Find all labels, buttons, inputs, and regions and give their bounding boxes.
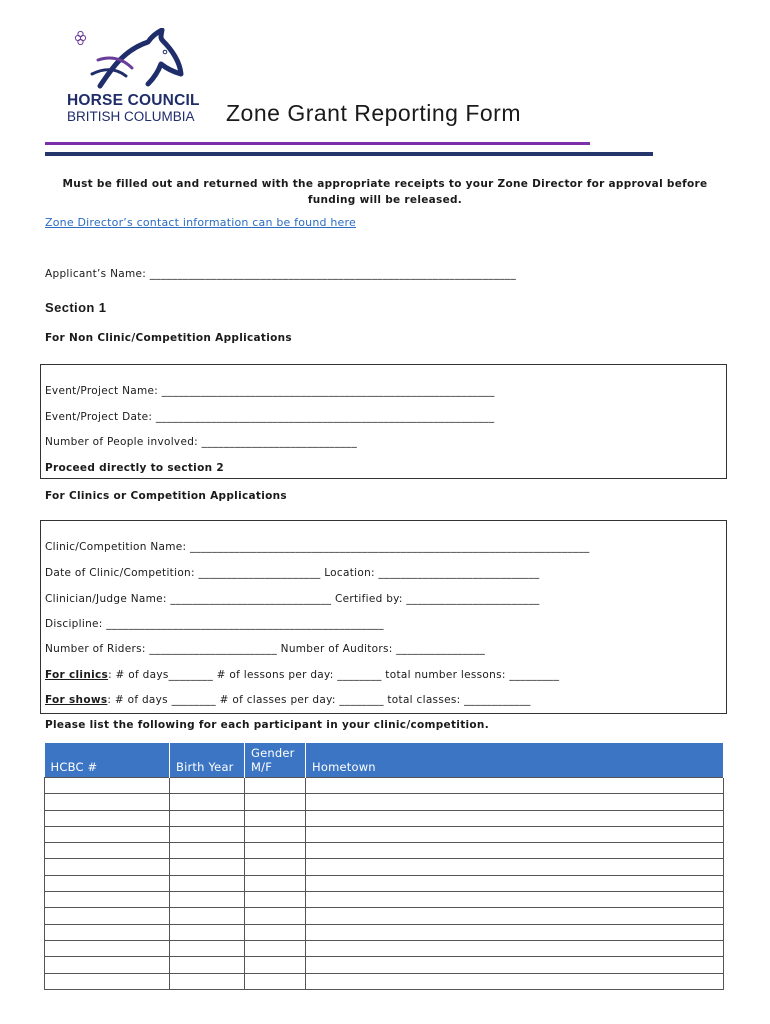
table-cell[interactable] bbox=[45, 892, 170, 908]
table-cell[interactable] bbox=[170, 794, 245, 810]
table-cell[interactable] bbox=[245, 826, 306, 842]
table-cell[interactable] bbox=[306, 875, 724, 891]
shows-details-field[interactable] bbox=[45, 694, 531, 706]
table-cell[interactable] bbox=[45, 875, 170, 891]
table-row bbox=[45, 794, 724, 810]
table-cell[interactable] bbox=[45, 810, 170, 826]
table-cell[interactable] bbox=[245, 924, 306, 940]
table-cell[interactable] bbox=[170, 810, 245, 826]
table-cell[interactable] bbox=[45, 859, 170, 875]
purple-divider bbox=[45, 142, 590, 145]
proceed-note: Proceed directly to section 2 bbox=[45, 462, 224, 474]
form-title: Zone Grant Reporting Form bbox=[226, 100, 522, 126]
table-row bbox=[45, 859, 724, 875]
logo-line1: HORSE COUNCIL bbox=[67, 92, 200, 109]
table-cell[interactable] bbox=[45, 908, 170, 924]
table-cell[interactable] bbox=[245, 859, 306, 875]
table-row bbox=[45, 843, 724, 859]
table-cell[interactable] bbox=[45, 957, 170, 973]
table-cell[interactable] bbox=[245, 843, 306, 859]
riders-auditors-field[interactable]: Number of Riders: _______________________ Number of Auditors: ________________ bbox=[45, 643, 486, 655]
table-cell[interactable] bbox=[170, 892, 245, 908]
participant-table bbox=[44, 743, 724, 990]
table-cell[interactable] bbox=[245, 908, 306, 924]
table-cell[interactable] bbox=[245, 973, 306, 989]
table-cell[interactable] bbox=[45, 940, 170, 956]
intro-text: Must be filled out and returned with the appropriate receipts to your Zone Director for approval before funding will be released. bbox=[62, 178, 708, 206]
table-cell[interactable] bbox=[170, 778, 245, 794]
header-hcbc: HCBC # bbox=[45, 743, 170, 778]
table-cell[interactable] bbox=[306, 908, 724, 924]
header-hometown: Hometown bbox=[306, 743, 724, 778]
table-cell[interactable] bbox=[245, 892, 306, 908]
table-cell[interactable] bbox=[45, 826, 170, 842]
logo-line2: BRITISH COLUMBIA bbox=[67, 109, 195, 124]
table-cell[interactable] bbox=[170, 957, 245, 973]
navy-divider bbox=[45, 152, 653, 156]
table-cell[interactable] bbox=[306, 957, 724, 973]
header-gender: Gender M/F bbox=[245, 743, 306, 778]
section-title: Section 1 bbox=[45, 300, 107, 315]
table-cell[interactable] bbox=[245, 810, 306, 826]
table-cell[interactable] bbox=[306, 973, 724, 989]
table-cell[interactable] bbox=[306, 778, 724, 794]
non-clinic-heading: For Non Clinic/Competition Applications bbox=[45, 332, 292, 344]
table-cell[interactable] bbox=[45, 778, 170, 794]
table-cell[interactable] bbox=[170, 859, 245, 875]
clinics-rest: : # of days________ # of lessons per day: ________ total number lessons: _________ bbox=[108, 669, 560, 681]
table-cell[interactable] bbox=[170, 908, 245, 924]
table-row bbox=[45, 875, 724, 891]
table-cell[interactable] bbox=[245, 875, 306, 891]
table-row bbox=[45, 940, 724, 956]
clinics-details-field[interactable] bbox=[45, 669, 559, 681]
discipline-field[interactable]: Discipline: __________________________________________________ bbox=[45, 618, 384, 630]
table-row bbox=[45, 778, 724, 794]
table-cell[interactable] bbox=[306, 859, 724, 875]
table-cell[interactable] bbox=[45, 924, 170, 940]
table-cell[interactable] bbox=[306, 892, 724, 908]
table-row bbox=[45, 924, 724, 940]
table-row bbox=[45, 810, 724, 826]
table-cell[interactable] bbox=[170, 826, 245, 842]
table-row bbox=[45, 892, 724, 908]
header-birth-year: Birth Year bbox=[170, 743, 245, 778]
event-date-field[interactable]: Event/Project Date: _____________________________________________________________ bbox=[45, 411, 495, 423]
applicant-name-field[interactable]: Applicant’s Name: __________________________________________________________________ bbox=[45, 268, 517, 280]
contact-link[interactable]: Zone Director’s contact information can be found here bbox=[45, 216, 356, 229]
table-cell[interactable] bbox=[170, 843, 245, 859]
table-cell[interactable] bbox=[306, 810, 724, 826]
table-row bbox=[45, 826, 724, 842]
table-row bbox=[45, 908, 724, 924]
participants-heading: Please list the following for each participant in your clinic/competition. bbox=[45, 719, 489, 731]
table-cell[interactable] bbox=[170, 875, 245, 891]
horse-council-logo bbox=[62, 28, 222, 128]
clinic-name-field[interactable]: Clinic/Competition Name: ________________________________________________________________________ bbox=[45, 541, 590, 553]
table-cell[interactable] bbox=[306, 843, 724, 859]
participant-table-body bbox=[45, 778, 724, 990]
table-cell[interactable] bbox=[306, 924, 724, 940]
table-cell[interactable] bbox=[306, 794, 724, 810]
clinician-certified-field[interactable]: Clinician/Judge Name: _____________________________ Certified by: ________________________ bbox=[45, 593, 540, 605]
table-cell[interactable] bbox=[245, 794, 306, 810]
table-cell[interactable] bbox=[170, 924, 245, 940]
clinic-heading: For Clinics or Competition Applications bbox=[45, 490, 287, 502]
table-cell[interactable] bbox=[170, 940, 245, 956]
table-cell[interactable] bbox=[245, 778, 306, 794]
clinic-date-location-field[interactable]: Date of Clinic/Competition: ______________________ Location: _____________________________ bbox=[45, 567, 540, 579]
event-name-field[interactable]: Event/Project Name: ____________________________________________________________ bbox=[45, 385, 495, 397]
table-row bbox=[45, 957, 724, 973]
table-row bbox=[45, 973, 724, 989]
table-cell[interactable] bbox=[45, 973, 170, 989]
table-cell[interactable] bbox=[245, 957, 306, 973]
shows-label: For shows bbox=[45, 694, 108, 706]
table-header-row bbox=[45, 743, 724, 778]
people-involved-field[interactable]: Number of People involved: ____________________________ bbox=[45, 436, 358, 448]
table-cell[interactable] bbox=[306, 826, 724, 842]
table-cell[interactable] bbox=[45, 794, 170, 810]
horse-head-icon bbox=[62, 28, 222, 94]
shows-rest: : # of days ________ # of classes per day: ________ total classes: ____________ bbox=[107, 694, 531, 706]
table-cell[interactable] bbox=[245, 940, 306, 956]
table-cell[interactable] bbox=[45, 843, 170, 859]
table-cell[interactable] bbox=[306, 940, 724, 956]
clinics-label: For clinics bbox=[45, 669, 109, 681]
table-cell[interactable] bbox=[170, 973, 245, 989]
